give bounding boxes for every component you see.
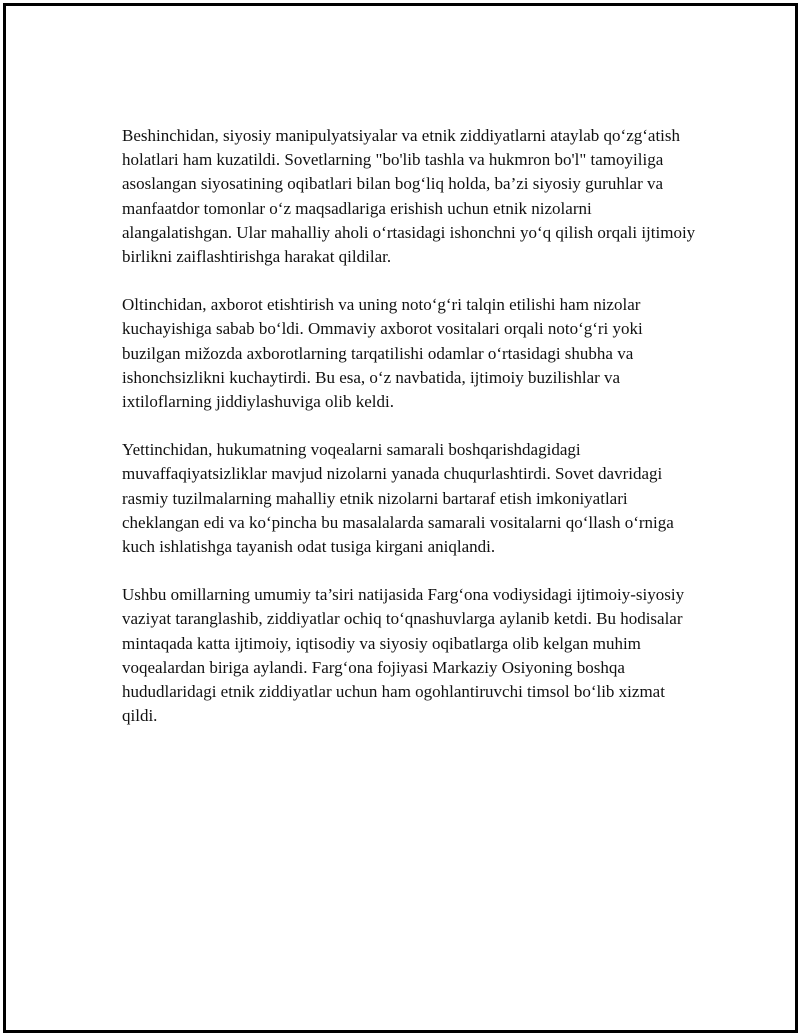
document-page	[3, 3, 798, 1033]
paragraph-1: Beshinchidan, siyosiy manipulyatsiyalar va etnik ziddiyatlarni ataylab qo‘zg‘atish holatlari ham kuzatildi. Sovetlarning "bo'lib tashla va hukmron bo'l" tamoyiliga asoslangan siyosatining oqibatlari bilan bog‘liq holda, ba’zi siyosiy guruhlar va manfaatdor tomonlar o‘z maqsadlariga erishish uchun etnik nizolarni alangalatishgan. Ular mahalliy aholi o‘rtasidagi ishonchni yo‘q qilish orqali ijtimoiy birlikni zaiflashtirishga harakat qildilar.	[122, 126, 696, 267]
document-body	[122, 124, 702, 752]
paragraph-2: Oltinchidan, axborot etishtirish va uning noto‘g‘ri talqin etilishi ham nizolar kuchayishiga sabab bo‘ldi. Ommaviy axborot vositalari orqali noto‘g‘ri yoki buzilgan mižozda axborotlarning tarqatilishi odamlar o‘rtasidagi shubha va ishonchsizlikni kuchaytirdi. Bu esa, o‘z navbatida, ijtimoiy buzilishlar va ixtiloflarning jiddiylashuviga olib keldi.	[122, 295, 643, 412]
paragraph-4: Ushbu omillarning umumiy ta’siri natijasida Farg‘ona vodiysidagi ijtimoiy-siyosiy vaziyat taranglashib, ziddiyatlar ochiq to‘qnashuvlarga aylanib ketdi. Bu hodisalar mintaqada katta ijtimoiy, iqtisodiy va siyosiy oqibatlarga olib kelgan muhim voqealardan biriga aylandi. Farg‘ona fojiyasi Markaziy Osiyoning boshqa hududlaridagi etnik ziddiyatlar uchun ham ogohlantiruvchi timsol bo‘lib xizmat qildi.	[122, 585, 685, 726]
paragraph-3: Yettinchidan, hukumatning voqealarni samarali boshqarishdagidagi muvaffaqiyatsizliklar mavjud nizolarni yanada chuqurlashtirdi. Sovet davridagi rasmiy tuzilmalarning mahalliy etnik nizolarni bartaraf etish imkoniyatlari cheklangan edi va ko‘pincha bu masalalarda samarali vositalarni qo‘llash o‘rniga kuch ishlatishga tayanish odat tusiga kirgani aniqlandi.	[122, 440, 674, 557]
